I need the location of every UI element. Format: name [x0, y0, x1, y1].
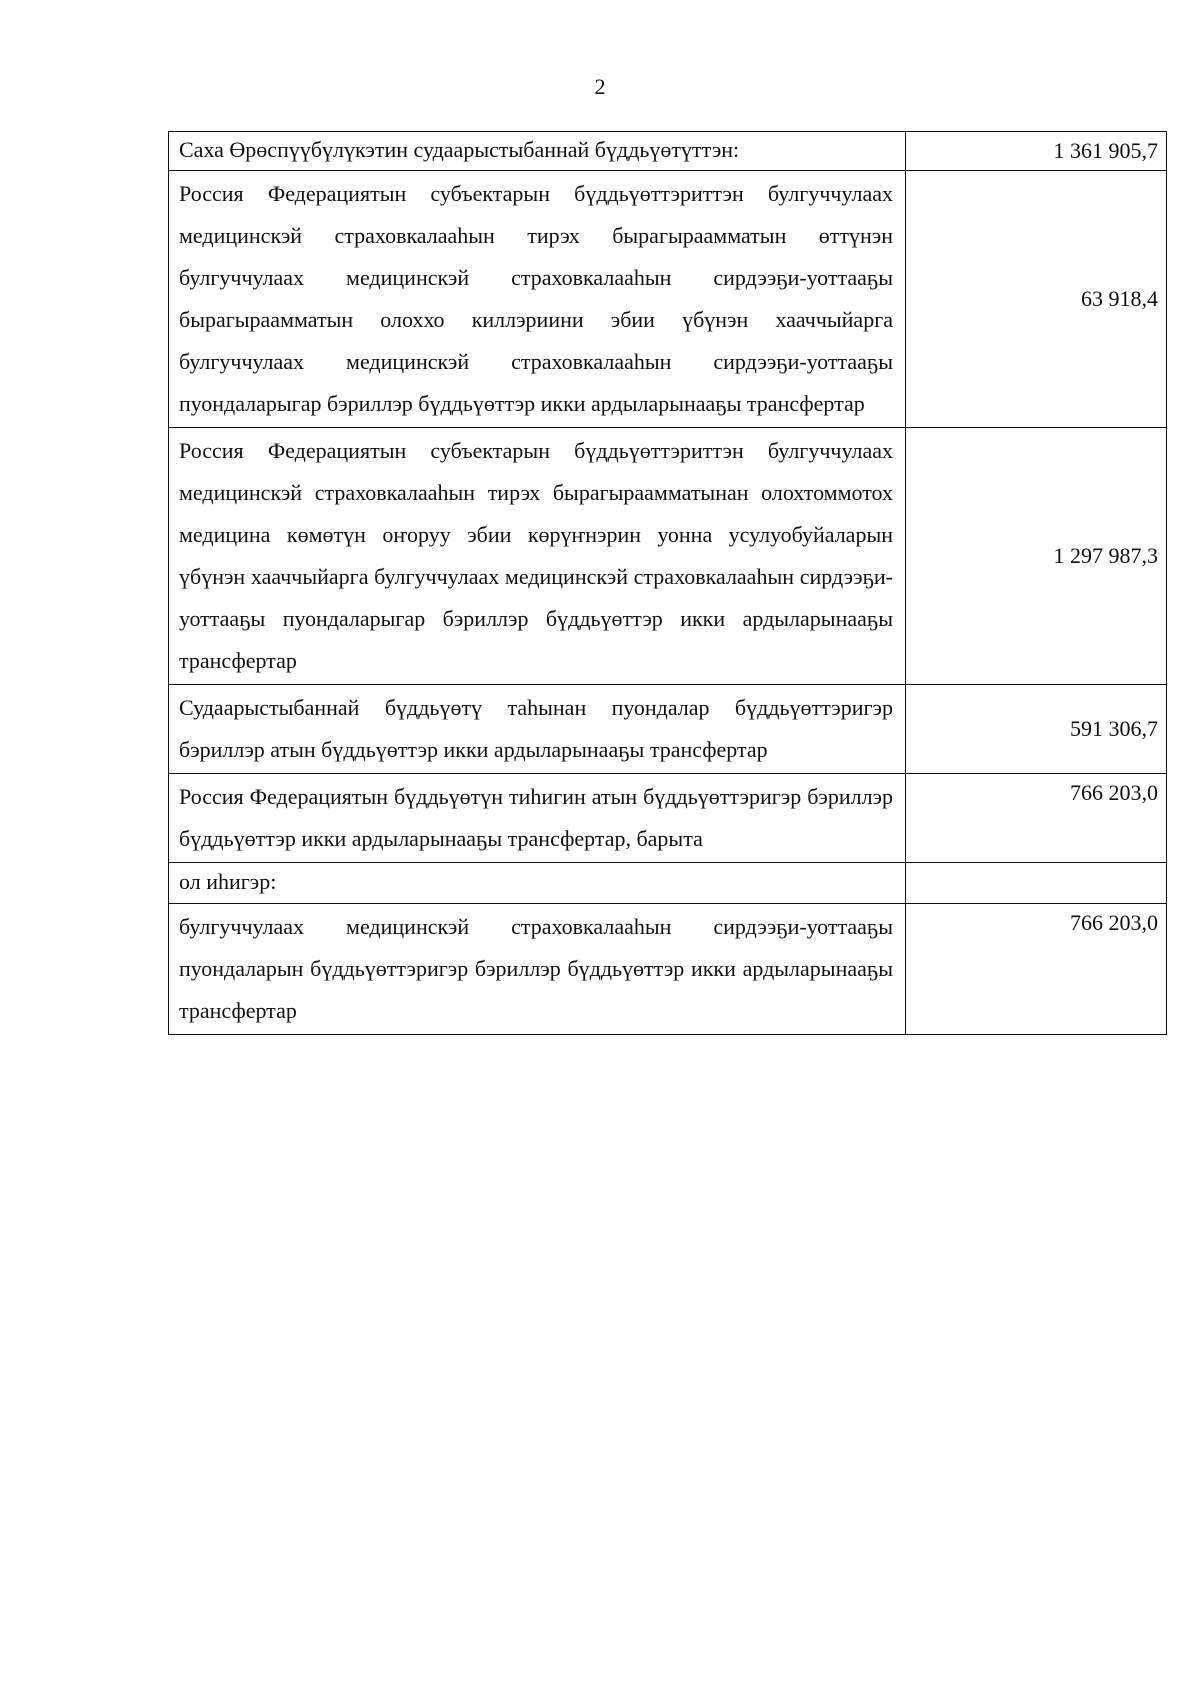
row-label: Россия Федерациятын субъектарын бүддьүөттэриттэн булгуччулаах медицинскэй страховкалааһын тирэх бырагыраамматын өттүнэн булгуччулаах медицинскэй страховкалааһын сирдээҕи-уоттааҕы бырагыраамматын олоххо киллэриини эбии үбүнэн хааччыйарга булгуччулаах медицинскэй страховкалааһын сирдээҕи-уоттааҕы пуондаларыгар бэриллэр бүддьүөттэр икки ардыларынааҕы трансфертар [169, 171, 906, 428]
row-label: булгуччулаах медицинскэй страховкалааһын сирдээҕи-уоттааҕы пуондаларын бүддьүөттэригэр бэриллэр бүддьүөттэр икки ардыларынааҕы трансфертар [169, 904, 906, 1035]
table-row [169, 863, 1167, 904]
row-label: ол иһигэр: [169, 863, 906, 904]
table-row [169, 171, 1167, 428]
table-row [169, 904, 1167, 1035]
row-amount [906, 863, 1167, 904]
table-row [169, 685, 1167, 774]
row-amount: 1 361 905,7 [906, 132, 1167, 171]
row-amount: 766 203,0 [906, 904, 1167, 1035]
row-label: Судаарыстыбаннай бүддьүөтү таһынан пуондалар бүддьүөттэригэр бэриллэр атын бүддьүөттэр икки ардыларынааҕы трансфертар [169, 685, 906, 774]
row-amount: 63 918,4 [906, 171, 1167, 428]
row-label: Россия Федерациятын бүддьүөтүн тиһигин атын бүддьүөттэригэр бэриллэр бүддьүөттэр икки ардыларынааҕы трансфертар, барыта [169, 774, 906, 863]
table-row [169, 132, 1167, 171]
table-row [169, 428, 1167, 685]
row-label: Саха Өрөспүүбүлүкэтин судаарыстыбаннай бүддьүөтүттэн: [169, 132, 906, 171]
budget-table [168, 131, 1167, 1035]
row-label: Россия Федерациятын субъектарын бүддьүөттэриттэн булгуччулаах медицинскэй страховкалааһын тирэх бырагыраамматынан олохтоммотох медицина көмөтүн оҥоруу эбии көрүҥнэрин уонна усулуобуйаларын үбүнэн хааччыйарга булгуччулаах медицинскэй страховкалааһын сирдээҕи-уоттааҕы пуондаларыгар бэриллэр бүддьүөттэр икки ардыларынааҕы трансфертар [169, 428, 906, 685]
page-number: 2 [594, 74, 606, 99]
table-row [169, 774, 1167, 863]
row-amount: 766 203,0 [906, 774, 1167, 863]
row-amount: 591 306,7 [906, 685, 1167, 774]
row-amount: 1 297 987,3 [906, 428, 1167, 685]
